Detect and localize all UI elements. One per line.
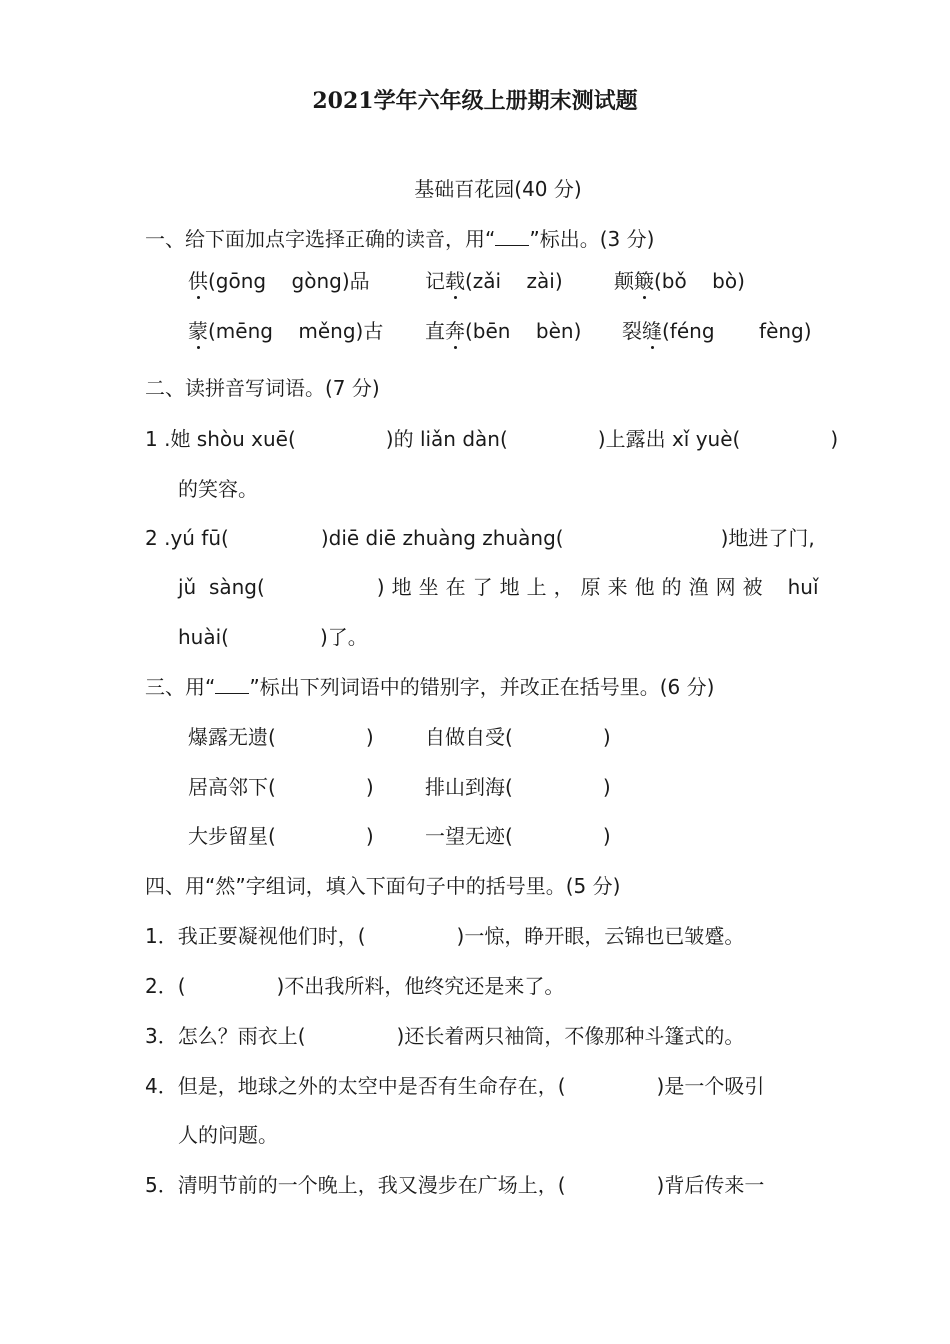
q3-word-5: 大步留星( ) (188, 824, 374, 848)
dotted-char: 缝 (642, 319, 662, 343)
q1-item-6: 裂缝(féng fèng) (622, 319, 812, 343)
q3-heading: 三、用“ ”标出下列词语中的错别字，并改正在括号里。(6 分) (145, 675, 715, 699)
q4-sentence-5: 5．清明节前的一个晚上，我又漫步在广场上，( )背后传来一 (145, 1173, 765, 1197)
q3-word-2: 自做自受( ) (425, 725, 611, 749)
q4-heading: 四、用“然”字组词，填入下面句子中的括号里。(5 分) (145, 874, 621, 898)
q2-sentence-1: 1 .她 shòu xuē( )的 liǎn dàn( )上露出 xǐ yuè( ) (145, 427, 839, 451)
page-title: 2021学年六年级上册期末测试题 (312, 88, 638, 114)
q4-sentence-4-cont: 人的问题。 (178, 1123, 278, 1147)
section-subtitle: 基础百花园(40 分) (414, 177, 582, 201)
dotted-char: 供 (188, 269, 208, 293)
q3-word-4: 排山到海( ) (425, 775, 611, 799)
answer-underline (215, 675, 249, 694)
q1-item-3: 颠簸(bǒ bò) (614, 269, 745, 293)
q4-sentence-4: 4．但是，地球之外的太空中是否有生命存在，( )是一个吸引 (145, 1074, 765, 1098)
q4-sentence-3: 3．怎么？雨衣上( )还长着两只袖筒，不像那种斗篷式的。 (145, 1024, 745, 1048)
dotted-char: 蒙 (188, 319, 208, 343)
q2-sentence-2: 2 .yú fū( )diē diē zhuàng zhuàng( )地进了门, (145, 526, 815, 550)
q2-sentence-2-line3: huài( )了。 (178, 625, 368, 649)
q4-sentence-2: 2．( )不出我所料，他终究还是来了。 (145, 974, 565, 998)
q1-item-4: 蒙(mēng měng)古 (188, 319, 384, 343)
dotted-char: 奔 (445, 319, 465, 343)
q2-sentence-2-line2: jǔ sàng( )地坐在了地上，原来他的渔网被 huǐ (178, 575, 819, 599)
q3-word-3: 居高邻下( ) (188, 775, 374, 799)
q1-item-1: 供(gōng gòng)品 (188, 269, 370, 293)
q1-item-2: 记载(zǎi zài) (425, 269, 563, 293)
answer-underline (495, 227, 529, 246)
q3-word-6: 一望无迹( ) (425, 824, 611, 848)
q2-sentence-1-cont: 的笑容。 (178, 477, 258, 501)
q1-item-5: 直奔(bēn bèn) (425, 319, 582, 343)
q4-sentence-1: 1．我正要凝视他们时，( )一惊，睁开眼，云锦也已皱蹙。 (145, 924, 745, 948)
dotted-char: 载 (445, 269, 465, 293)
q2-heading: 二、读拼音写词语。(7 分) (145, 376, 380, 400)
q3-word-1: 爆露无遗( ) (188, 725, 374, 749)
dotted-char: 簸 (634, 269, 654, 293)
q1-heading: 一、给下面加点字选择正确的读音，用“ ”标出。(3 分) (145, 227, 655, 251)
